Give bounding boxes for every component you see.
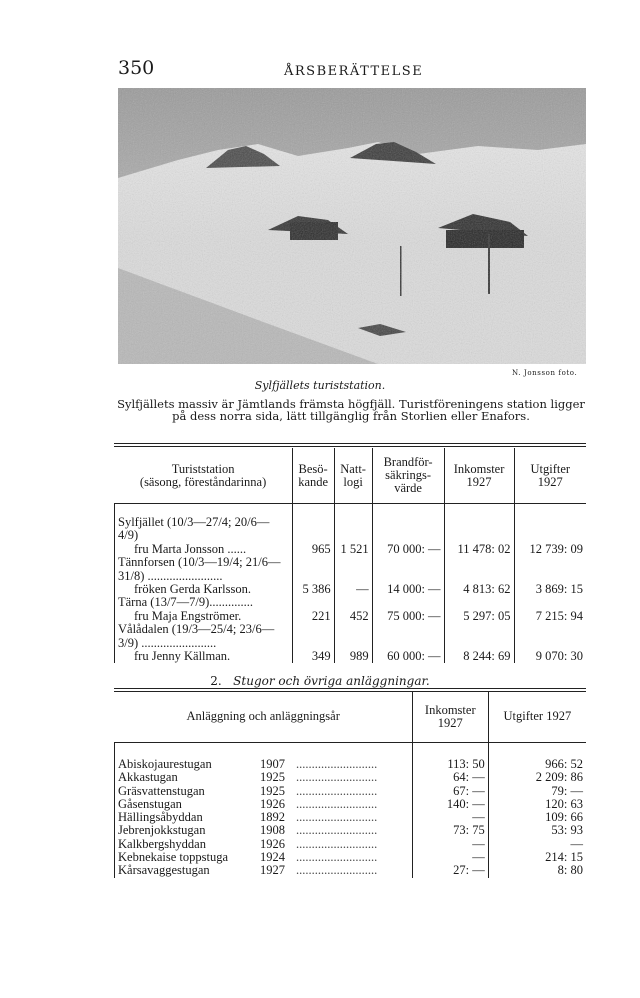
table-row xyxy=(115,838,587,851)
cell-visitors: 5 386 xyxy=(292,556,334,596)
col-station: Turiststation (säsong, föreståndarinna) xyxy=(139,461,267,489)
station-manager: fru Marta Jonsson ...... xyxy=(134,541,247,556)
facility-year: 1926 xyxy=(260,836,285,851)
col-facility: Anläggning och anläggningsår xyxy=(186,709,340,723)
leader-dots: .......................... xyxy=(296,783,378,798)
cell-nights: 1 521 xyxy=(334,516,372,556)
cell-income: 73: 75 xyxy=(412,824,488,837)
facility-year: 1926 xyxy=(260,796,285,811)
facility-year: 1925 xyxy=(260,783,285,798)
stations-table xyxy=(114,448,586,663)
cell-expenses: — xyxy=(488,838,586,851)
cell-nights: 452 xyxy=(334,596,372,623)
cell-expenses: 2 209: 86 xyxy=(488,771,586,784)
table-row xyxy=(115,596,587,623)
station-season: (10/3—27/4; 20/6—4/9) xyxy=(118,515,270,543)
facility-cell xyxy=(115,838,413,851)
station-manager: fröken Gerda Karlsson. xyxy=(134,582,251,597)
cell-insurance: 70 000: — xyxy=(372,516,444,556)
photo-caption-title: Sylfjällets turiststation. xyxy=(254,379,386,392)
station-name: Tännforsen xyxy=(118,555,175,570)
facility-year: 1907 xyxy=(260,757,285,771)
facility-cell xyxy=(115,798,413,811)
facility-name: Kalkbergshyddan xyxy=(118,836,206,851)
page-number: 350 xyxy=(118,57,155,79)
rule xyxy=(114,688,586,689)
cell-income: 5 297: 05 xyxy=(444,596,514,623)
cell-income: — xyxy=(412,851,488,864)
facility-cell xyxy=(115,771,413,784)
table-row xyxy=(115,824,587,837)
table-row xyxy=(115,785,587,798)
col-nights: Natt-logi xyxy=(334,448,372,504)
facility-name: Kebnekaise toppstuga xyxy=(118,850,229,865)
cell-income: 11 478: 02 xyxy=(444,516,514,556)
cell-expenses: 79: — xyxy=(488,785,586,798)
cell-expenses: 120: 63 xyxy=(488,798,586,811)
table-row xyxy=(115,798,587,811)
station-name: Vålådalen xyxy=(118,622,169,637)
cell-expenses: 9 070: 30 xyxy=(514,623,586,663)
cell-income: 67: — xyxy=(412,785,488,798)
cell-income: 8 244: 69 xyxy=(444,623,514,663)
cell-expenses: 3 869: 15 xyxy=(514,556,586,596)
leader-dots: .......................... xyxy=(296,810,378,825)
col-expenses: Utgifter 1927 xyxy=(488,691,586,743)
cell-income: 113: 50 xyxy=(412,758,488,771)
facility-year: 1925 xyxy=(260,770,285,785)
cell-income: — xyxy=(412,811,488,824)
facility-cell xyxy=(115,824,413,837)
col-expenses: Utgifter 1927 xyxy=(514,448,586,504)
table-row xyxy=(115,758,587,771)
col-income: Inkomster 1927 xyxy=(444,448,514,504)
cell-nights: 989 xyxy=(334,623,372,663)
cell-income: 64: — xyxy=(412,771,488,784)
facility-year: 1908 xyxy=(260,823,285,838)
cell-expenses: 214: 15 xyxy=(488,851,586,864)
leader-dots: .......................... xyxy=(296,850,378,865)
facility-name: Gåsenstugan xyxy=(118,796,182,811)
cell-insurance: 14 000: — xyxy=(372,556,444,596)
cell-insurance: 75 000: — xyxy=(372,596,444,623)
facility-cell xyxy=(115,758,413,771)
station-season: (13/7—7/9).............. xyxy=(150,595,254,610)
facility-name: Gräsvattenstugan xyxy=(118,783,205,798)
cell-expenses: 12 739: 09 xyxy=(514,516,586,556)
cell-income: — xyxy=(412,838,488,851)
station-manager: fru Maja Engströmer. xyxy=(134,608,242,623)
facility-name: Akkastugan xyxy=(118,770,178,785)
facility-name: Abiskojaurestugan xyxy=(118,757,212,771)
table-row xyxy=(115,811,587,824)
facility-cell xyxy=(115,811,413,824)
facilities-table xyxy=(114,691,586,878)
table-row xyxy=(115,771,587,784)
leader-dots: .......................... xyxy=(296,836,378,851)
leader-dots: .......................... xyxy=(296,863,378,878)
col-visitors: Besö-kande xyxy=(292,448,334,504)
station-cell xyxy=(115,556,293,596)
facility-name: Kårsavaggestugan xyxy=(118,863,210,878)
station-cell xyxy=(115,516,293,556)
section-heading: 2. Stugor och övriga anläggningar. xyxy=(210,674,430,688)
facility-cell xyxy=(115,851,413,864)
table-row xyxy=(115,623,587,663)
cell-expenses: 7 215: 94 xyxy=(514,596,586,623)
cell-visitors: 965 xyxy=(292,516,334,556)
cell-expenses: 966: 52 xyxy=(488,758,586,771)
photo-credit: N. Jonsson foto. xyxy=(512,369,578,377)
cell-insurance: 60 000: — xyxy=(372,623,444,663)
facility-year: 1927 xyxy=(260,863,285,878)
leader-dots: .......................... xyxy=(296,796,378,811)
facility-name: Jebrenjokkstugan xyxy=(118,823,206,838)
facility-year: 1892 xyxy=(260,810,285,825)
station-cell xyxy=(115,623,293,663)
cell-expenses: 8: 80 xyxy=(488,864,586,877)
photo-caption-text: Sylfjällets massiv är Jämtlands främsta högfjäll. Turistföreningens station ligger på dess norra sida, lätt tillgänglig från Storlien eller Enafors. xyxy=(117,397,585,423)
table-row xyxy=(115,851,587,864)
cell-expenses: 53: 93 xyxy=(488,824,586,837)
cell-visitors: 221 xyxy=(292,596,334,623)
station-cell xyxy=(115,596,293,623)
leader-dots: .......................... xyxy=(296,823,378,838)
leader-dots: .......................... xyxy=(296,757,378,771)
leader-dots: .......................... xyxy=(296,770,378,785)
station-season: (10/3—19/4; 21/6—31/8) ........................ xyxy=(118,555,281,583)
running-title: ÅRSBERÄTTELSE xyxy=(284,64,424,79)
col-insurance: Brandför-säkrings-värde xyxy=(372,448,444,504)
station-manager: fru Jenny Källman. xyxy=(134,649,231,664)
photograph xyxy=(118,88,586,364)
cell-income: 4 813: 62 xyxy=(444,556,514,596)
cell-income: 27: — xyxy=(412,864,488,877)
cell-income: 140: — xyxy=(412,798,488,811)
table-row xyxy=(115,516,587,556)
rule xyxy=(114,446,586,447)
rule xyxy=(114,443,586,444)
facility-cell xyxy=(115,864,413,877)
table-row xyxy=(115,556,587,596)
station-season: (19/3—25/4; 23/6—3/9) ........................ xyxy=(118,622,275,650)
station-name: Sylfjället xyxy=(118,515,164,529)
cell-expenses: 109: 66 xyxy=(488,811,586,824)
cell-nights: — xyxy=(334,556,372,596)
facility-name: Hällingsåbyddan xyxy=(118,810,203,825)
facility-cell xyxy=(115,785,413,798)
mountain-station-photo xyxy=(118,88,586,364)
cell-visitors: 349 xyxy=(292,623,334,663)
table-row xyxy=(115,864,587,877)
station-name: Tärna xyxy=(118,595,148,610)
facility-year: 1924 xyxy=(260,850,285,865)
col-income: Inkomster 1927 xyxy=(412,691,488,743)
